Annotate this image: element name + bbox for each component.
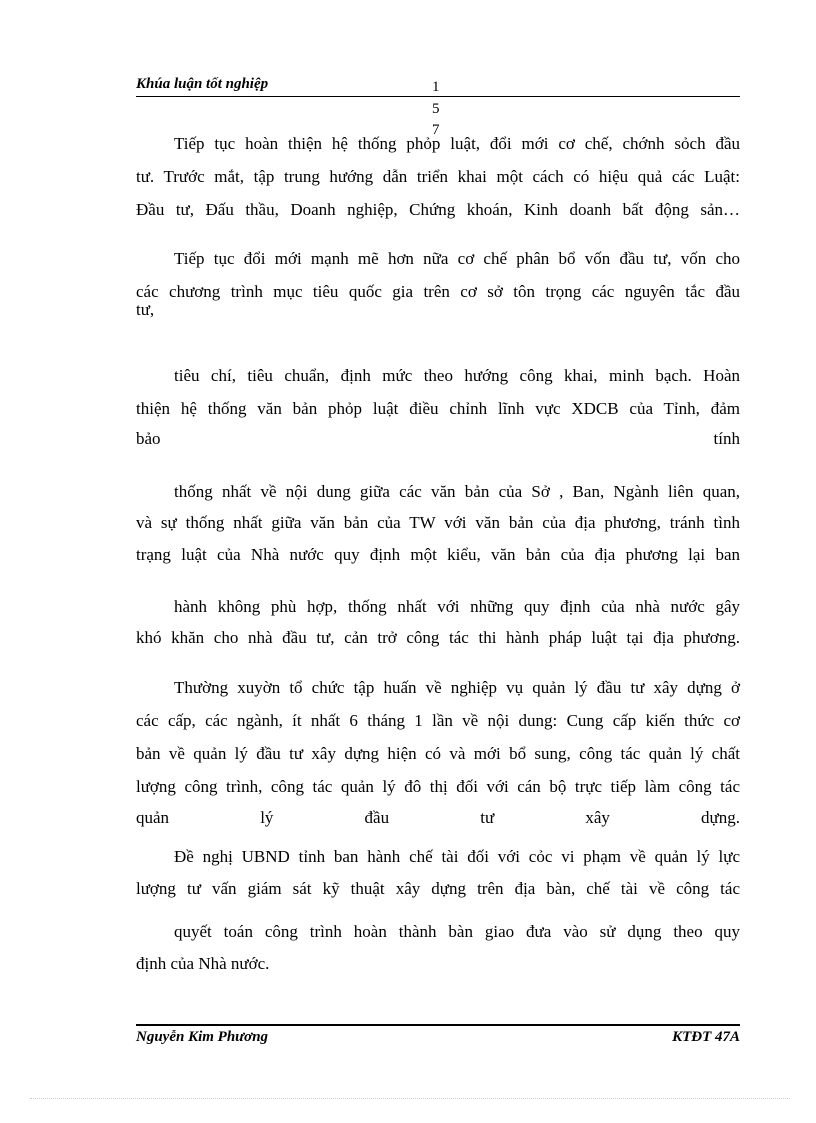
footer-rule [136,1024,740,1026]
footer-author: Nguyễn Kim Phương [136,1029,269,1045]
body-line: quyết toán công trình hoàn thành bàn giao đưa vào sử dụng theo quy [174,922,740,941]
body-line: và sự thống nhất giữa văn bản của TW với văn bản của địa phương, tránh tình [136,513,740,532]
body-line: các chương trình mục tiêu quốc gia trên cơ sở tôn trọng các nguyên tắc đầu [136,282,740,301]
body-line: định của Nhà nước. [136,954,270,973]
body-line: tiêu chí, tiêu chuẩn, định mức theo hướng công khai, minh bạch. Hoàn [174,366,740,385]
header-title: Khúa luận tốt nghiệp [136,76,269,92]
header-rule [136,96,740,97]
page-number-digit: 1 [432,79,440,95]
page-number-digit: 7 [432,122,440,138]
body-line: Tiếp tục hoàn thiện hệ thống phỏp luật, đổi mới cơ chế, chớnh sỏch đầu [174,134,740,153]
body-line: Đề nghị UBND tỉnh ban hành chế tài đối với cỏc vi phạm về quản lý lực [174,847,740,866]
body-line: bản về quản lý đầu tư xây dựng hiện có và mới bổ sung, công tác quản lý chất [136,744,740,763]
body-line: bảo [136,429,161,448]
body-line: thiện hệ thống văn bản phỏp luật điều chỉnh lĩnh vực XDCB của Tỉnh, đảm [136,399,740,418]
body-line: tính [713,429,740,448]
footer-class: KTĐT 47A [672,1029,740,1045]
body-line: thống nhất về nội dung giữa các văn bản của Sở , Ban, Ngành liên quan, [174,482,740,501]
body-line: Thường xuyờn tổ chức tập huấn về nghiệp vụ quản lý đầu tư xây dựng ở [174,678,740,697]
body-line: tư. Trước mắt, tập trung hướng dẫn triển khai một cách có hiệu quả các Luật: [136,167,740,186]
body-line: lượng công trình, công tác quản lý đô thị đối với cán bộ trực tiếp làm công tác [136,777,740,796]
body-line: lượng tư vấn giám sát kỹ thuật xây dựng trên địa bàn, chế tài về công tác [136,879,740,898]
body-line: tư, [136,300,155,319]
page-number-digit: 5 [432,101,440,117]
body-line: Tiếp tục đổi mới mạnh mẽ hơn nữa cơ chế phân bổ vốn đầu tư, vốn cho [174,249,740,268]
body-line: hành không phù hợp, thống nhất với những quy định của nhà nước gây [174,597,740,616]
body-line: khó khăn cho nhà đầu tư, cản trở công tác thi hành pháp luật tại địa phương. [136,628,740,647]
body-line: Đầu tư, Đấu thầu, Doanh nghiệp, Chứng khoán, Kinh doanh bất động sản… [136,200,740,219]
body-line: các cấp, các ngành, ít nhất 6 tháng 1 lần về nội dung: Cung cấp kiến thức cơ [136,711,740,730]
body-line: quản lý đầu tư xây dựng. [136,808,740,827]
page-edge-divider [30,1098,790,1099]
body-line: trạng luật của Nhà nước quy định một kiểu, văn bản của địa phương lại ban [136,545,740,564]
